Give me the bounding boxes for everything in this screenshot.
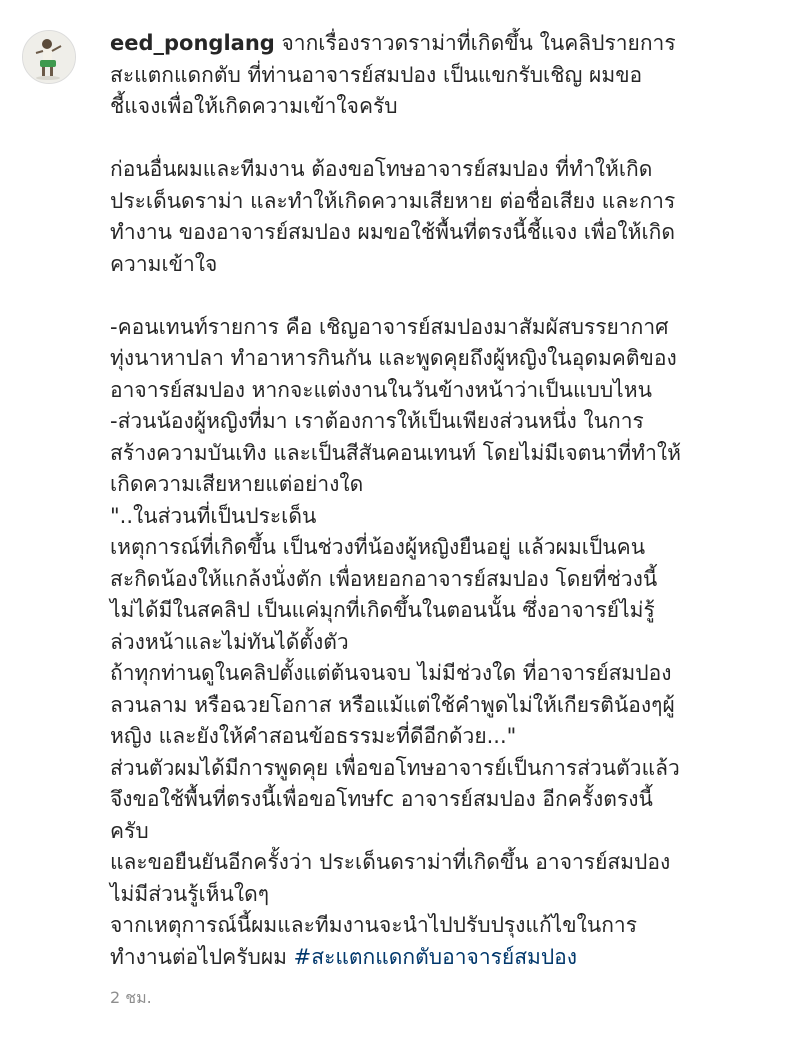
comment-text: จากเรื่องราวดราม่าที่เกิดขึ้น ในคลิปรายการ สะแตกแดกตับ ที่ท่านอาจารย์สมปอง เป็นแขกรับเชิญ ผมขอ ชี้แจงเพื่อให้เกิดความเข้าใจครับ ก่อนอื่นผมและทีมงาน ต้องขอโทษอาจารย์สมปอง ที่ทำให้เกิด ประเด็นดราม่า และทำให้เกิดความเสียหาย ต่อชื่อเสียง และการ ทำงาน ของอาจารย์สมปอง ผมขอใช้พื้นที่ตรงนี้ชี้แจง เพื่อให้เกิด ความเข้าใจ -คอนเทนท์รายการ คือ เชิญอาจารย์สมปองมาสัมผัสบรรยากาศ ทุ่งนาหาปลา ทำอาหารกินกัน และพูดคุยถึงผู้หญิงในอุดมคติของ อาจารย์สมปอง หากจะแต่งงานในวันข้างหน้าว่าเป็นแบบไหน -ส่วนน้องผู้หญิงที่มา เราต้องการให้เป็นเพียงส่วนหนึ่ง ในการ สร้างความบันเทิง และเป็นสีสันคอนเทนท์ โดยไม่มีเจตนาที่ทำให้ เกิดความเสียหายแต่อย่างใด "..ในส่วนที่เป็นประเด็น เหตุการณ์ที่เกิดขึ้น เป็นช่วงที่น้องผู้หญิงยืนอยู่ แล้วผมเป็นคน สะกิดน้องให้แกล้งนั่งตัก เพื่อหยอกอาจารย์สมปอง โดยที่ช่วงนี้ ไม่ได้มีในสคลิป เป็นแค่มุกที่เกิดขึ้นในตอนนั้น ซึ่งอาจารย์ไม่รู้ ล่วงหน้าและไม่ทันได้ตั้งตัว ถ้าทุกท่านดูในคลิปตั้งแต่ต้นจนจบ ไม่มีช่วงใด ที่อาจารย์สมปอง ลวนลาม หรือฉวยโอกาส หรือแม้แต่ใช้คำพูดไม่ให้เกียรติน้องๆผู้ หญิง และยังให้คำสอนข้อธรรมะที่ดีอีกด้วย..." ส่วนตัวผมได้มีการพูดคุย เพื่อขอโทษอาจารย์เป็นการส่วนตัวแล้ว จึงขอใช้พื้นที่ตรงนี้เพื่อขอโทษfc อาจารย์สมปอง อีกครั้งตรงนี้ ครับ และขอยืนยันอีกครั้งว่า ประเด็นดราม่าที่เกิดขึ้น อาจารย์สมปอง ไม่มีส่วนรู้เห็นใดๆ จากเหตุการณ์นี้ผมและทีมงานจะนำไปปรับปรุงแก้ไขในการ ทำงานต่อไปครับผม — [110, 31, 682, 969]
timestamp[interactable]: 2 ชม. — [110, 988, 152, 1007]
comment-body — [110, 28, 782, 973]
username-link[interactable]: eed_ponglang — [110, 31, 275, 55]
avatar[interactable] — [22, 30, 76, 84]
hashtag-link[interactable]: #สะแตกแดกตับอาจารย์สมปอง — [293, 944, 578, 969]
user-avatar-icon — [23, 31, 75, 83]
